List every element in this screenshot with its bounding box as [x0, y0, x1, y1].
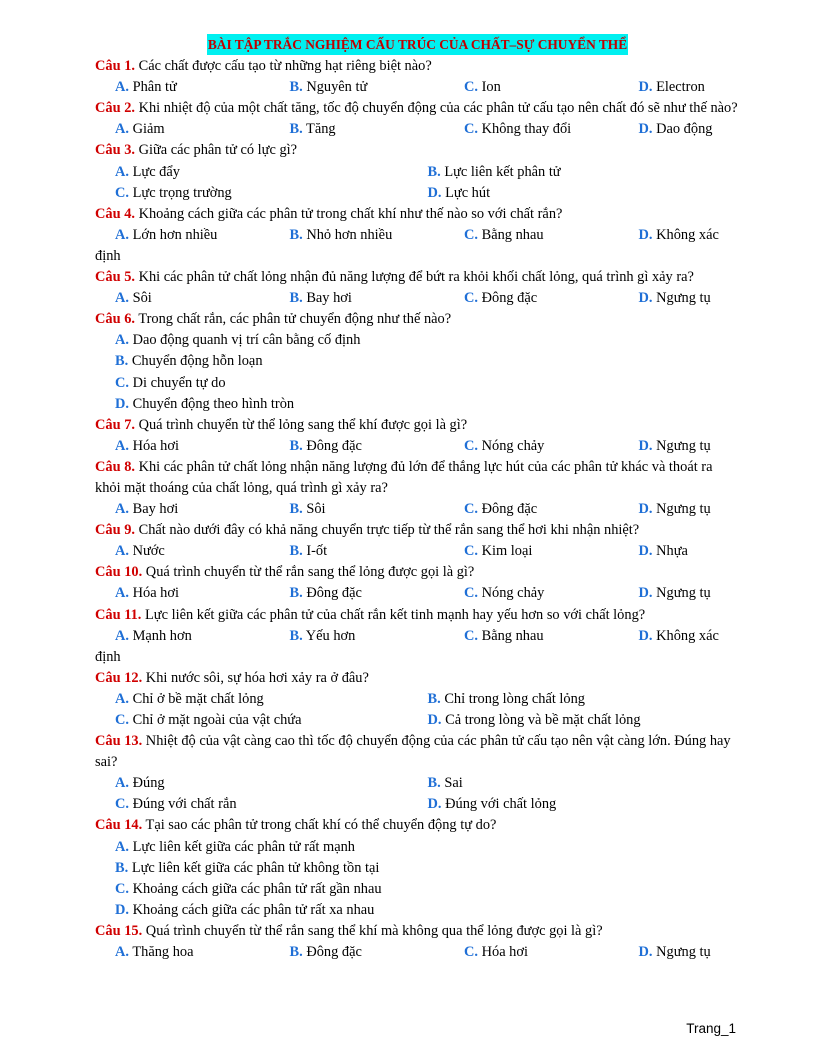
option-text: Đông đặc: [306, 944, 362, 961]
option-letter: C.: [464, 79, 478, 96]
option-letter: B.: [289, 79, 303, 96]
option-letter: A.: [115, 226, 129, 243]
option-text: Ngưng tụ: [656, 501, 711, 518]
option-text: Đông đặc: [306, 585, 362, 602]
option-letter: A.: [115, 163, 129, 180]
option-letter: C.: [464, 944, 478, 961]
answer-row: [95, 900, 740, 921]
answer-option: [115, 541, 290, 562]
option-letter: D.: [638, 585, 653, 602]
question-text: Lực liên kết giữa các phân tử của chất rắn kết tinh mạnh hay yếu hơn so với chất lỏng?: [145, 606, 646, 623]
option-text: Chỉ ở mặt ngoài của vật chứa: [132, 712, 302, 728]
answer-option: [115, 858, 379, 879]
question-block: [95, 457, 740, 520]
option-text: Lực liên kết giữa các phân tử không tồn tại: [131, 859, 380, 876]
answer-row: [95, 77, 740, 98]
answer-option: [428, 183, 741, 204]
answer-row: [95, 394, 740, 415]
option-letter: A.: [115, 690, 129, 707]
answer-option: [639, 583, 711, 604]
option-letter: D.: [427, 712, 442, 728]
question-text: Khi các phân tử chất lỏng nhận đủ năng lượng để bứt ra khỏi khối chất lỏng, quá trình gì xảy ra?: [138, 269, 694, 286]
option-letter: D.: [638, 944, 653, 961]
answer-row: [95, 373, 740, 394]
option-text: Lực trọng trường: [132, 184, 232, 201]
option-text: Bay hơi: [132, 501, 179, 518]
option-text: Electron: [656, 79, 705, 96]
option-letter: B.: [427, 775, 441, 792]
option-text: Dao động: [656, 121, 713, 138]
question-number: Câu 7.: [95, 416, 135, 433]
option-letter: B.: [289, 627, 303, 644]
option-text: Di chuyển tự do: [132, 374, 226, 391]
option-text: Ion: [481, 79, 501, 96]
answer-option: [115, 436, 290, 457]
answer-row: [95, 689, 740, 710]
option-text: Sôi: [132, 290, 152, 307]
question-stem: [95, 56, 740, 77]
answer-row: [95, 499, 740, 520]
option-letter: C.: [464, 121, 478, 138]
answer-row: [95, 626, 740, 647]
worksheet-title: BÀI TẬP TRẮC NGHIỆM CẤU TRÚC CỦA CHẤT–SỰ CHUYỂN THỂ: [207, 34, 628, 55]
question-number: Câu 13.: [95, 733, 143, 750]
option-text: Cả trong lòng và bề mặt chất lỏng: [445, 712, 641, 728]
question-stem: [95, 668, 740, 689]
answer-option: [428, 773, 741, 794]
option-text: Lớn hơn nhiều: [132, 226, 218, 243]
question-block: [95, 204, 740, 267]
answer-option: [639, 288, 711, 309]
option-text: Dao động quanh vị trí cân bằng cố định: [132, 332, 361, 349]
option-letter: C.: [115, 796, 129, 813]
question-list: [95, 56, 740, 963]
option-letter: C.: [464, 543, 478, 560]
answer-option: [464, 499, 639, 520]
option-letter: B.: [427, 163, 441, 180]
question-stem: [95, 267, 740, 288]
option-text: Chỉ trong lòng chất lỏng: [444, 690, 586, 707]
answer-row: [95, 710, 740, 731]
answer-row: [95, 225, 740, 246]
option-text: Lực liên kết phân tử: [444, 163, 561, 180]
answer-row: [95, 773, 740, 794]
question-block: [95, 415, 740, 457]
question-number: Câu 1.: [95, 58, 135, 75]
answer-option: [464, 119, 639, 140]
answer-option: [115, 900, 374, 921]
option-letter: D.: [638, 501, 653, 518]
option-text: Ngưng tụ: [656, 944, 711, 961]
option-letter: B.: [427, 690, 441, 707]
option-letter: C.: [115, 184, 129, 201]
option-text: Phân tử: [132, 79, 177, 96]
option-letter: C.: [464, 501, 478, 518]
option-text: Ngưng tụ: [656, 437, 711, 454]
option-letter: C.: [464, 226, 478, 243]
answer-option: [115, 77, 290, 98]
question-text: Tại sao các phân tử trong chất khí có thể chuyển động tự do?: [145, 817, 497, 834]
question-text: Các chất được cấu tạo từ những hạt riêng biệt nào?: [138, 58, 432, 75]
answer-option: [428, 689, 741, 710]
question-text: Khi nước sôi, sự hóa hơi xảy ra ở đâu?: [145, 669, 369, 686]
option-letter: A.: [115, 838, 129, 855]
question-text: Giữa các phân tử có lực gì?: [138, 142, 298, 159]
question-number: Câu 6.: [95, 311, 135, 328]
option-letter: D.: [638, 437, 653, 454]
option-text: Hóa hơi: [132, 437, 179, 454]
option-letter: A.: [115, 332, 129, 349]
answer-option: [428, 162, 741, 183]
option-letter: D.: [638, 79, 653, 96]
option-text: Hóa hơi: [132, 585, 179, 602]
question-number: Câu 4.: [95, 205, 135, 222]
option-letter: B.: [289, 543, 303, 560]
answer-option: [290, 119, 465, 140]
option-letter: C.: [464, 290, 478, 307]
answer-option: [290, 626, 465, 647]
question-stem: [95, 457, 740, 499]
question-number: Câu 15.: [95, 922, 143, 939]
worksheet: [95, 34, 740, 963]
answer-option: [639, 499, 711, 520]
answer-option: [115, 879, 382, 900]
option-letter: B.: [289, 944, 303, 961]
answer-option: [115, 119, 290, 140]
option-letter: D.: [115, 901, 129, 918]
option-text: Nhỏ hơn nhiều: [306, 226, 393, 243]
question-stem: [95, 731, 740, 773]
question-stem: [95, 605, 740, 626]
answer-option: [428, 794, 741, 815]
answer-option: [115, 689, 428, 710]
option-letter: B.: [115, 353, 129, 370]
option-text: Bay hơi: [306, 290, 352, 307]
answer-row: [95, 330, 740, 351]
option-letter: A.: [115, 290, 129, 307]
option-letter: B.: [289, 501, 303, 518]
option-letter: C.: [464, 627, 478, 644]
answer-option: [290, 541, 465, 562]
answer-option: [290, 583, 465, 604]
question-text: Quá trình chuyển từ thể rắn sang thể khí mà không qua thể lỏng được gọi là gì?: [145, 922, 603, 939]
question-stem: [95, 562, 740, 583]
option-text: Không thay đổi: [481, 121, 572, 138]
question-stem: [95, 415, 740, 436]
answer-option: [115, 183, 428, 204]
option-letter: D.: [427, 796, 442, 813]
question-block: [95, 921, 740, 963]
answer-option: [639, 119, 713, 140]
question-text: Khi nhiệt độ của một chất tăng, tốc độ chuyển động của các phân tử cấu tạo nên chất đó sẽ như thế nào?: [138, 100, 738, 117]
answer-option: [464, 541, 639, 562]
option-letter: A.: [115, 627, 129, 644]
option-letter: B.: [289, 437, 303, 454]
option-letter: A.: [115, 585, 129, 602]
question-stem: [95, 815, 740, 836]
answer-row: [95, 858, 740, 879]
option-text: Yếu hơn: [305, 627, 356, 644]
option-text: Tăng: [306, 121, 336, 138]
option-text: Khoảng cách giữa các phân tử rất gần nhau: [132, 880, 382, 897]
question-text: Nhiệt độ của vật càng cao thì tốc độ chuyển động của các phân tử cấu tạo nên vật càng lớn. Đúng hay sai?: [95, 733, 731, 771]
option-letter: B.: [289, 121, 303, 138]
question-text: Trong chất rắn, các phân tử chuyển động như thế nào?: [138, 311, 452, 328]
option-letter: A.: [115, 944, 129, 961]
question-number: Câu 12.: [95, 669, 143, 686]
option-text: Đúng với chất rắn: [132, 796, 237, 813]
option-letter: C.: [115, 880, 129, 897]
option-text: Ngưng tụ: [656, 290, 711, 307]
answer-option: [290, 225, 465, 246]
question-stem: [95, 520, 740, 541]
answer-row: [95, 351, 740, 372]
option-letter: B.: [289, 290, 303, 307]
option-text: Không xác: [656, 627, 719, 644]
option-letter: A.: [115, 121, 129, 138]
option-text: Lực đẩy: [132, 163, 180, 180]
option-letter: B.: [289, 585, 303, 602]
question-number: Câu 5.: [95, 269, 135, 286]
option-text: Đúng: [132, 775, 165, 792]
option-letter: A.: [115, 775, 129, 792]
option-letter: D.: [427, 184, 442, 201]
question-stem: [95, 98, 740, 119]
option-continuation: định: [95, 648, 121, 665]
question-number: Câu 2.: [95, 100, 135, 117]
option-text: Chỉ ở bề mặt chất lỏng: [132, 690, 264, 707]
answer-option: [464, 225, 639, 246]
option-text: Nguyên tử: [306, 79, 368, 96]
answer-option: [639, 942, 711, 963]
answer-option: [290, 942, 465, 963]
page-number: Trang_1: [686, 1021, 736, 1036]
answer-option: [115, 394, 294, 415]
option-text: Đúng với chất lỏng: [445, 796, 557, 813]
answer-option: [639, 436, 711, 457]
option-letter: D.: [638, 121, 653, 138]
question-text: Quá trình chuyển từ thể rắn sang thể lỏng được gọi là gì?: [145, 564, 475, 581]
question-text: Khi các phân tử chất lỏng nhận năng lượng đủ lớn để thắng lực hút của các phân tử khác và thoát ra khỏi mặt thoáng của chất lỏng, quá trình gì xảy ra?: [95, 458, 713, 496]
option-text: I-ốt: [306, 543, 328, 560]
answer-option: [115, 499, 290, 520]
question-block: [95, 668, 740, 731]
option-text: Không xác: [656, 226, 719, 243]
answer-option: [115, 942, 290, 963]
option-letter: D.: [638, 226, 653, 243]
answer-option: [290, 436, 465, 457]
answer-row: [95, 879, 740, 900]
option-letter: A.: [115, 501, 129, 518]
option-letter: C.: [464, 585, 478, 602]
answer-option: [115, 288, 290, 309]
option-text: Khoảng cách giữa các phân tử rất xa nhau: [132, 901, 375, 918]
answer-row: [95, 837, 740, 858]
question-stem: [95, 204, 740, 225]
answer-row: [95, 119, 740, 140]
answer-row: [95, 583, 740, 604]
question-number: Câu 3.: [95, 142, 135, 159]
question-stem: [95, 309, 740, 330]
question-text: Quá trình chuyển từ thể lỏng sang thể khí được gọi là gì?: [138, 416, 468, 433]
option-letter: C.: [464, 437, 478, 454]
option-text: Mạnh hơn: [132, 627, 192, 644]
question-text: Chất nào dưới đây có khả năng chuyển trực tiếp từ thể rắn sang thể hơi khi nhận nhiệt?: [138, 522, 640, 539]
question-block: [95, 731, 740, 815]
answer-option: [115, 373, 226, 394]
title-row: [95, 34, 740, 56]
question-number: Câu 14.: [95, 817, 143, 834]
option-text: Hóa hơi: [481, 944, 528, 961]
answer-option: [464, 288, 639, 309]
option-letter: A.: [115, 437, 129, 454]
question-number: Câu 11.: [95, 606, 142, 623]
answer-option: [464, 942, 639, 963]
option-text: Bằng nhau: [481, 226, 544, 243]
question-stem: [95, 921, 740, 942]
option-letter: C.: [115, 374, 129, 391]
option-text: Đông đặc: [481, 290, 538, 307]
option-text: Thăng hoa: [132, 944, 194, 961]
answer-option: [639, 541, 688, 562]
option-letter: D.: [638, 543, 653, 560]
option-continuation: định: [95, 247, 121, 264]
question-block: [95, 815, 740, 920]
answer-option: [115, 162, 428, 183]
answer-option: [115, 710, 428, 731]
answer-option: [639, 626, 719, 647]
option-text: Lực liên kết giữa các phân tử rất mạnh: [132, 838, 355, 855]
option-text: Nước: [132, 543, 165, 560]
answer-option: [290, 288, 465, 309]
question-number: Câu 8.: [95, 458, 135, 475]
answer-row: [95, 794, 740, 815]
option-letter: A.: [115, 543, 129, 560]
answer-option: [115, 330, 360, 351]
question-stem: [95, 140, 740, 161]
option-text: Nóng chảy: [481, 585, 545, 602]
answer-option: [464, 436, 639, 457]
answer-option: [464, 626, 639, 647]
question-block: [95, 562, 740, 604]
option-text: Bằng nhau: [481, 627, 544, 644]
question-block: [95, 520, 740, 562]
option-letter: D.: [638, 290, 653, 307]
option-letter: D.: [115, 395, 129, 412]
option-text: Nhựa: [656, 543, 688, 560]
answer-option: [115, 225, 290, 246]
answer-option: [290, 77, 465, 98]
option-text: Lực hút: [445, 184, 491, 201]
option-text: Chuyển động theo hình tròn: [132, 395, 295, 412]
answer-row: [95, 288, 740, 309]
answer-option: [115, 626, 290, 647]
question-block: [95, 56, 740, 98]
question-block: [95, 98, 740, 140]
answer-row: [95, 162, 740, 183]
question-number: Câu 10.: [95, 564, 143, 581]
question-block: [95, 140, 740, 203]
answer-option: [115, 837, 355, 858]
answer-option: [639, 225, 719, 246]
option-letter: C.: [115, 712, 129, 728]
answer-option: [115, 773, 428, 794]
question-block: [95, 309, 740, 414]
answer-option: [428, 710, 741, 731]
option-text: Chuyển động hỗn loạn: [131, 353, 263, 370]
option-text: Đông đặc: [306, 437, 362, 454]
question-block: [95, 605, 740, 668]
answer-row: [95, 942, 740, 963]
answer-row: [95, 183, 740, 204]
question-number: Câu 9.: [95, 522, 135, 539]
answer-option: [464, 583, 639, 604]
answer-row: [95, 541, 740, 562]
answer-option: [464, 77, 639, 98]
option-text: Kim loại: [481, 543, 533, 560]
answer-option: [115, 794, 428, 815]
answer-option: [115, 583, 290, 604]
option-text: Ngưng tụ: [656, 585, 711, 602]
option-letter: B.: [115, 859, 129, 876]
option-text: Sai: [444, 775, 463, 792]
answer-option: [290, 499, 465, 520]
answer-option: [115, 351, 263, 372]
option-text: Sôi: [306, 501, 326, 518]
answer-row: [95, 436, 740, 457]
option-text: Nóng chảy: [481, 437, 545, 454]
option-text: Đông đặc: [481, 501, 538, 518]
option-letter: D.: [638, 627, 653, 644]
option-letter: B.: [289, 226, 303, 243]
question-block: [95, 267, 740, 309]
option-text: Giảm: [132, 121, 165, 138]
option-letter: A.: [115, 79, 129, 96]
question-text: Khoảng cách giữa các phân tử trong chất khí như thế nào so với chất rắn?: [138, 205, 563, 222]
answer-option: [639, 77, 705, 98]
